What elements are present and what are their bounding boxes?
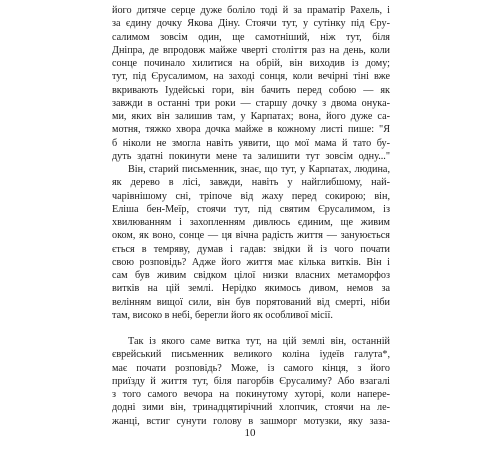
- text-line: завжди в останні три роки — старшу дочку з двома онука-: [112, 97, 390, 109]
- paragraph-2: [112, 163, 390, 322]
- text-line: приїзду й життя тут, біля пагорбів Єрусалиму? Або взагалі: [112, 375, 390, 387]
- text-line: салимом зовсім один, ще самотніший, ніж тут, біля: [112, 31, 390, 43]
- text-line: додні зими він, тринадцятирічний хлопчик, стоячи на ле-: [112, 402, 390, 414]
- text-line: Він, старий письменник, знає, що тут, у Карпатах, людина,: [128, 164, 390, 175]
- text-line: витків на цій землі. Нерідко якимось дивом, немов за: [112, 283, 390, 295]
- text-line: ється в темряву, думав і гадав: звідки й із чого почати: [112, 243, 390, 255]
- paragraph-gap: [112, 322, 390, 335]
- text-line: сам був живим свідком цілої низки власних метаморфоз: [112, 270, 390, 281]
- text-line: жанці, встиг сунути голову в зашморг мотузки, яку заза-: [112, 415, 390, 427]
- page-number: 10: [244, 427, 256, 439]
- text-line: Еліша бен-Меїр, стоячи тут, під святим Єрусалимом, із: [112, 203, 390, 215]
- text-line: чарівнішому сні, тріпоче від жаху перед сокирою; він,: [112, 190, 390, 202]
- body-text: [112, 4, 390, 428]
- text-line: мотня, тяжко хвора дочка майже в кожному листі пише: "Я: [112, 124, 390, 136]
- text-line: тут, під Єрусалимом, на заході сонця, коли вечірні тіні вже: [112, 71, 390, 83]
- text-line: велінням вищої сили, він був порятований від смерті, ніби: [112, 296, 390, 308]
- text-line: Дніпра, де впродовж майже чверті століття раз на день, коли: [112, 44, 390, 56]
- text-line: Так із якого саме витка тут, на цій землі він, останній: [128, 336, 390, 347]
- text-line: б ніколи не змогла навіть уявити, що мої мама й тато бу-: [112, 137, 390, 149]
- text-line: з того самого вечора на покинутому хуторі, коли напере-: [112, 389, 390, 400]
- text-line: оком, як воно, сонце — ця вічна радість життя — зануюється: [112, 230, 390, 242]
- text-line: там, високо в небі, берегли його як особливої місії.: [112, 309, 333, 321]
- paragraph-3: [112, 335, 390, 428]
- text-line: єврейський письменник великого коліна іудеїв галута*,: [112, 349, 390, 361]
- text-line: вкривають Іудейські гори, він бачить перед собою — як: [112, 84, 390, 96]
- text-line: як дерево в лісі, завжди, навіть у найглибшому, най-: [112, 177, 390, 189]
- text-line: хвилюванням і захопленням дивлюсь єдиним, ще живим: [112, 217, 390, 228]
- text-line: дуть здатні покинути мене та залишити тут зовсім одну...": [112, 150, 390, 162]
- text-line: сонце починало хилитися на обрій, він виходив із дому;: [112, 58, 390, 69]
- paragraph-1: [112, 4, 390, 163]
- text-line: за єдину дочку Якова Діну. Стоячи тут, у сутінку під Єру-: [112, 18, 390, 30]
- text-line: має почати розповідь? Може, із самого кінця, з його: [112, 362, 390, 374]
- text-line: свою розповідь? Адже його життя має кілька витків. Він і: [112, 256, 390, 268]
- text-line: ми, яких він залишив там, у Карпатах; вона, його дуже са-: [112, 111, 390, 122]
- text-line: його дитяче серце дуже боліло тоді й за праматір Рахель, і: [112, 5, 390, 16]
